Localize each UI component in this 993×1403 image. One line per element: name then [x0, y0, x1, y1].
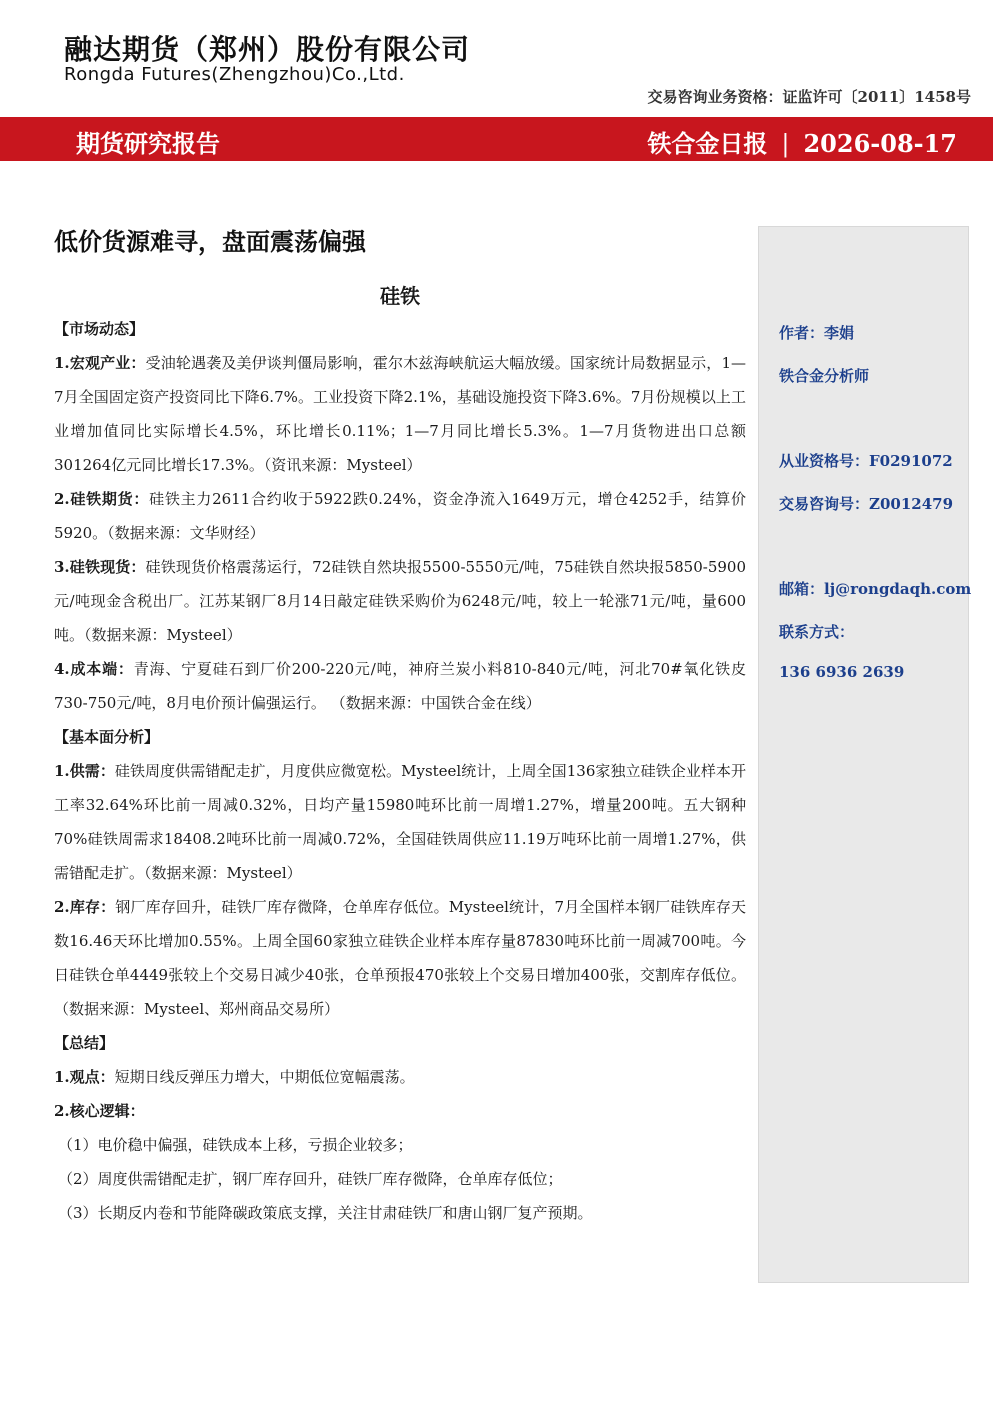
report-banner: [0, 117, 993, 161]
section-title-market: 【市场动态】: [54, 320, 145, 338]
contact-label: 联系方式：: [779, 623, 855, 641]
banner-title: 期货研究报告: [76, 129, 220, 158]
license-info: 交易咨询业务资格：证监许可〔2011〕1458号: [647, 88, 971, 106]
author-role: 铁合金分析师: [779, 367, 870, 385]
company-name-en: Rongda Futures(Zhengzhou)Co.,Ltd.: [64, 64, 405, 85]
item-text: 短期日线反弹压力增大，中期低位宽幅震荡。: [114, 1068, 415, 1086]
report-headline: 低价货源难寻，盘面震荡偏强: [54, 227, 366, 256]
contact-phone: 136 6936 2639: [779, 663, 905, 681]
item-label: 3.硅铁现货：: [54, 558, 146, 576]
report-date: 2026-08-17: [803, 129, 957, 158]
item-label: 1.供需：: [54, 762, 115, 780]
section-title-summary: 【总结】: [54, 1034, 115, 1052]
author-name: 作者：李娟: [779, 324, 855, 342]
banner-separator: |: [781, 130, 790, 158]
item-text: 硅铁周度供需错配走扩，月度供应微宽松。Mysteel统计，上周全国136家独立硅铁企业样本开工率32.64%环比前一周减0.32%，日均产量15980吨环比前一周增1.27%，增量200吨。五大钢种70%硅铁周需求18408.2吨环比前一周减0.72%，全国硅铁周供应11.19万吨环比前一周增1.27%，供需错配走扩。（数据来源：Mysteel）: [54, 762, 746, 882]
item-text: 硅铁现货价格震荡运行，72硅铁自然块报5500-5550元/吨，75硅铁自然块报5850-5900元/吨现金含税出厂。江苏某钢厂8月14日敲定硅铁采购价为6248元/吨，较上一轮涨71元/吨，量600吨。（数据来源：Mysteel）: [54, 558, 746, 644]
item-label: 2.硅铁期货：: [54, 490, 150, 508]
item-text: 受油轮遇袭及美伊谈判僵局影响，霍尔木兹海峡航运大幅放缓。国家统计局数据显示，1—7月全国固定资产投资同比下降6.7%。工业投资下降2.1%，基础设施投资下降3.6%。7月份规模以上工业增加值同比实际增长4.5%，环比增长0.11%；1—7月同比增长5.3%。1—7月货物进出口总额301264亿元同比增长17.3%。（资讯来源：Mysteel）: [54, 354, 746, 474]
author-sidebar: [758, 226, 972, 1283]
logic-item: （2）周度供需错配走扩，钢厂库存回升，硅铁厂库存微降，仓单库存低位；: [58, 1170, 563, 1188]
item-label: 4.成本端：: [54, 660, 134, 678]
banner-report-info: [647, 124, 957, 159]
report-body: [54, 312, 746, 1230]
market-item: [54, 652, 746, 720]
item-text: 青海、宁夏硅石到厂价200-220元/吨，神府兰炭小料810-840元/吨，河北70#氧化铁皮730-750元/吨，8月电价预计偏强运行。 （数据来源：中国铁合金在线）: [54, 660, 746, 712]
logic-item: （1）电价稳中偏强，硅铁成本上移，亏损企业较多；: [58, 1136, 413, 1154]
fundamental-item: [54, 754, 746, 890]
item-label: 1.宏观产业：: [54, 354, 146, 372]
company-name-cn: 融达期货（郑州）股份有限公司: [64, 33, 471, 66]
section-title-fundamental: 【基本面分析】: [54, 728, 160, 746]
market-item: [54, 550, 746, 652]
item-label: 1.观点：: [54, 1068, 115, 1086]
qualification-number: 从业资格号：F0291072: [779, 452, 953, 470]
report-type: 铁合金日报: [647, 129, 768, 158]
logic-item: （3）长期反内卷和节能降碳政策底支撑，关注甘肃硅铁厂和唐山钢厂复产预期。: [58, 1204, 593, 1222]
market-item: [54, 482, 746, 550]
summary-logic-label: 2.核心逻辑：: [54, 1102, 145, 1120]
item-text: 硅铁主力2611合约收于5922跌0.24%，资金净流入1649万元，增仓4252手，结算价5920。（数据来源：文华财经）: [54, 490, 746, 542]
consult-number: 交易咨询号：Z0012479: [779, 495, 954, 513]
item-label: 2.库存：: [54, 898, 116, 916]
fundamental-item: [54, 890, 746, 1026]
report-subject: 硅铁: [380, 284, 420, 308]
summary-view: [54, 1060, 746, 1094]
market-item: [54, 346, 746, 482]
author-email[interactable]: 邮箱：lj@rongdaqh.com: [779, 580, 972, 598]
item-text: 钢厂库存回升，硅铁厂库存微降，仓单库存低位。Mysteel统计，7月全国样本钢厂硅铁库存天数16.46天环比增加0.55%。上周全国60家独立硅铁企业样本库存量87830吨环比前一周减700吨。今日硅铁仓单4449张较上个交易日减少40张，仓单预报470张较上个交易日增加400张，交割库存低位。（数据来源：Mysteel、郑州商品交易所）: [54, 898, 746, 1018]
